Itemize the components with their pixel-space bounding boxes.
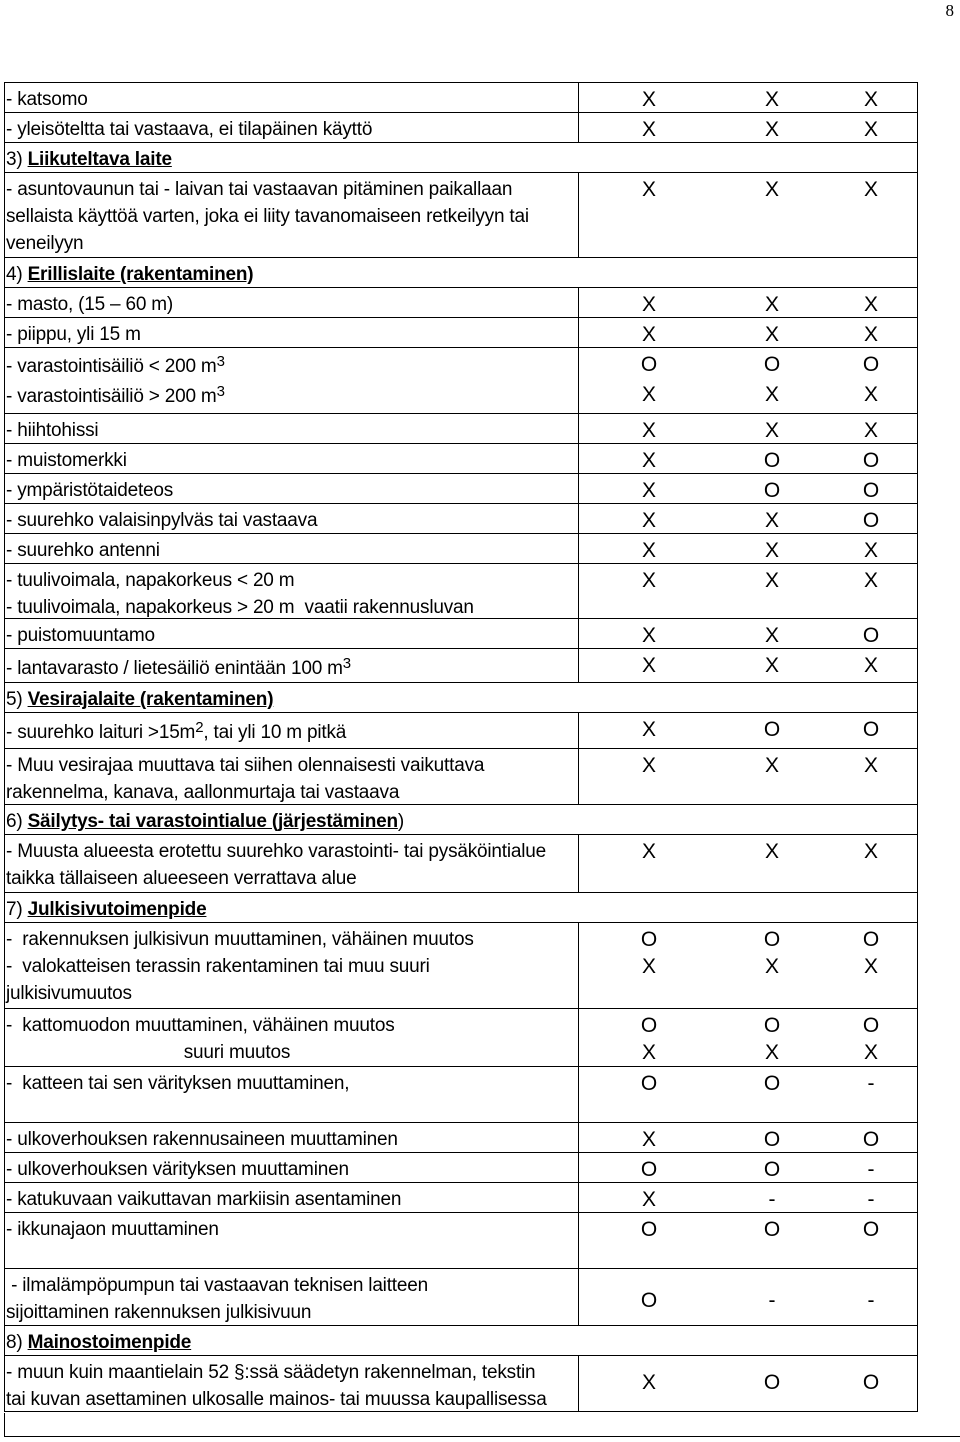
table-row bbox=[4, 1152, 918, 1182]
mark-col-1: X bbox=[641, 479, 656, 502]
table-row bbox=[4, 443, 918, 473]
section-heading bbox=[6, 146, 572, 173]
mark-col-1: X bbox=[641, 509, 656, 532]
table-bottom-edge bbox=[4, 1436, 960, 1437]
section-number: 5) bbox=[6, 689, 28, 710]
mark-col-3: X bbox=[863, 840, 878, 863]
description-line: rakennelma, kanava, aallonmurtaja tai vastaava bbox=[6, 782, 400, 803]
row-description bbox=[6, 1186, 572, 1213]
section-heading bbox=[6, 808, 572, 835]
table-row bbox=[4, 618, 918, 648]
table-row bbox=[4, 1182, 918, 1212]
table-row bbox=[4, 287, 918, 317]
mark-col-2: X bbox=[764, 509, 779, 532]
mark-col-3: - bbox=[867, 1289, 875, 1312]
row-description bbox=[6, 1272, 572, 1326]
section-heading-row bbox=[4, 1325, 918, 1355]
description-line: - ulkoverhouksen värityksen muuttaminen bbox=[6, 1159, 349, 1180]
mark-col-2: X bbox=[764, 754, 779, 777]
mark-col-1: X bbox=[641, 569, 656, 592]
description-line: - muistomerkki bbox=[6, 450, 127, 471]
row-description bbox=[6, 1216, 572, 1243]
row-description bbox=[6, 719, 572, 746]
table-row bbox=[4, 317, 918, 347]
section-heading bbox=[6, 1329, 572, 1356]
mark-col-1: X bbox=[641, 718, 656, 741]
mark-col-3: O bbox=[862, 718, 880, 741]
mark-col-1: O bbox=[640, 1218, 658, 1241]
table-row bbox=[4, 82, 918, 112]
row-description bbox=[6, 567, 572, 621]
mark-col-1: O bbox=[640, 353, 658, 376]
section-number: 6) bbox=[6, 811, 28, 832]
mark-col-1: X bbox=[641, 293, 656, 316]
section-heading-row bbox=[4, 142, 918, 172]
mark-col-1: X bbox=[641, 419, 656, 442]
mark-col-3: O bbox=[862, 1218, 880, 1241]
row-description bbox=[6, 507, 572, 534]
mark-col-1: X bbox=[641, 1128, 656, 1151]
section-heading bbox=[6, 261, 572, 288]
mark-col-2: X bbox=[764, 419, 779, 442]
mark-col-2: X bbox=[764, 624, 779, 647]
mark-col-3: X bbox=[863, 383, 878, 406]
section-title: Liikuteltava laite bbox=[27, 149, 172, 170]
mark-col-1: X bbox=[641, 754, 656, 777]
row-description bbox=[6, 176, 572, 257]
table-left-edge bbox=[4, 1413, 5, 1436]
section-title: Mainostoimenpide bbox=[27, 1332, 192, 1353]
mark-col-3: O bbox=[862, 624, 880, 647]
mark-col-3: X bbox=[863, 293, 878, 316]
row-description bbox=[6, 447, 572, 474]
table-row bbox=[4, 1122, 918, 1152]
section-heading-row bbox=[4, 892, 918, 922]
table-row bbox=[4, 648, 918, 682]
mark-col-1: X bbox=[641, 654, 656, 677]
mark-col-2: O bbox=[763, 353, 781, 376]
permit-table bbox=[4, 82, 918, 1412]
table-row bbox=[4, 503, 918, 533]
table-row bbox=[4, 533, 918, 563]
mark-col-2: X bbox=[764, 955, 779, 978]
section-number: 7) bbox=[6, 899, 28, 920]
row-description bbox=[6, 622, 572, 649]
mark-col-1: O bbox=[640, 1072, 658, 1095]
mark-col-1: X bbox=[641, 449, 656, 472]
row-description bbox=[6, 655, 572, 682]
table-row bbox=[4, 1066, 918, 1122]
mark-col-2: - bbox=[768, 1188, 776, 1211]
section-title: Vesirajalaite (rakentaminen) bbox=[27, 689, 274, 710]
mark-col-2: O bbox=[763, 1014, 781, 1037]
mark-col-3: O bbox=[862, 928, 880, 951]
mark-col-2: X bbox=[764, 323, 779, 346]
mark-col-1: X bbox=[641, 840, 656, 863]
mark-col-2: X bbox=[764, 88, 779, 111]
mark-col-1: X bbox=[641, 118, 656, 141]
mark-col-3: X bbox=[863, 419, 878, 442]
mark-col-2: X bbox=[764, 293, 779, 316]
row-description bbox=[6, 838, 572, 892]
superscript: 2 bbox=[195, 719, 204, 736]
mark-col-1: X bbox=[641, 1371, 656, 1394]
description-line: - masto, (15 – 60 m) bbox=[6, 294, 174, 315]
mark-col-2: X bbox=[764, 840, 779, 863]
mark-col-2: X bbox=[764, 654, 779, 677]
mark-col-1: X bbox=[641, 1188, 656, 1211]
description-line: tai kuvan asettaminen ulkosalle mainos- tai muussa kaupallisessa bbox=[6, 1389, 547, 1410]
description-line: suuri muutos bbox=[6, 1042, 291, 1063]
row-description bbox=[6, 926, 572, 1007]
section-number: 3) bbox=[6, 149, 28, 170]
mark-col-3: - bbox=[867, 1158, 875, 1181]
table-row bbox=[4, 834, 918, 892]
table-row bbox=[4, 1355, 918, 1412]
description-line: - suurehko antenni bbox=[6, 540, 160, 561]
section-heading bbox=[6, 896, 572, 923]
table-row bbox=[4, 748, 918, 804]
row-description bbox=[6, 116, 572, 143]
description-line: - kattomuodon muuttaminen, vähäinen muutos bbox=[6, 1015, 395, 1036]
row-description bbox=[6, 477, 572, 504]
description-line: sijoittaminen rakennuksen julkisivuun bbox=[6, 1302, 312, 1323]
mark-col-1: X bbox=[641, 1041, 656, 1064]
section-heading-row bbox=[4, 804, 918, 834]
mark-col-2: X bbox=[764, 178, 779, 201]
description-line: - asuntovaunun tai - laivan tai vastaavan pitäminen paikallaan bbox=[6, 179, 513, 200]
row-description bbox=[6, 352, 572, 412]
section-heading-row bbox=[4, 682, 918, 712]
table-row bbox=[4, 112, 918, 142]
section-heading-row bbox=[4, 257, 918, 287]
mark-col-1: X bbox=[641, 624, 656, 647]
table-row bbox=[4, 172, 918, 257]
table-row bbox=[4, 1008, 918, 1066]
description-line: - ikkunajaon muuttaminen bbox=[6, 1219, 219, 1240]
mark-col-3: X bbox=[863, 323, 878, 346]
mark-col-3: X bbox=[863, 539, 878, 562]
description-line: - yleisöteltta tai vastaava, ei tilapäinen käyttö bbox=[6, 119, 373, 140]
mark-col-2: X bbox=[764, 383, 779, 406]
description-line: - suurehko valaisinpylväs tai vastaava bbox=[6, 510, 318, 531]
description-line: - ympäristötaideteos bbox=[6, 480, 174, 501]
mark-col-2: X bbox=[764, 569, 779, 592]
row-description bbox=[6, 417, 572, 444]
description-line: - katukuvaan vaikuttavan markiisin asentaminen bbox=[6, 1189, 402, 1210]
description-line: - puistomuuntamo bbox=[6, 625, 155, 646]
mark-col-2: O bbox=[763, 928, 781, 951]
description-line: - ilmalämpöpumpun tai vastaavan teknisen laitteen bbox=[6, 1275, 428, 1296]
description-line: sellaista käyttöä varten, joka ei liity tavanomaiseen retkeilyyn tai bbox=[6, 206, 529, 227]
mark-col-1: X bbox=[641, 178, 656, 201]
mark-col-2: O bbox=[763, 1371, 781, 1394]
description-line: - varastointisäiliö < 200 m bbox=[6, 356, 217, 377]
mark-col-1: X bbox=[641, 88, 656, 111]
row-description bbox=[6, 1012, 572, 1066]
mark-col-3: O bbox=[862, 1371, 880, 1394]
mark-col-3: X bbox=[863, 955, 878, 978]
table-row bbox=[4, 922, 918, 1008]
row-description bbox=[6, 1156, 572, 1183]
superscript: 3 bbox=[216, 353, 225, 370]
section-title: Säilytys- tai varastointialue (järjestäminen bbox=[27, 811, 398, 832]
mark-col-3: X bbox=[863, 178, 878, 201]
table-row bbox=[4, 1212, 918, 1268]
mark-col-2: - bbox=[768, 1289, 776, 1312]
superscript: 3 bbox=[342, 655, 351, 672]
mark-col-2: O bbox=[763, 1218, 781, 1241]
mark-col-1: O bbox=[640, 1014, 658, 1037]
section-title: Julkisivutoimenpide bbox=[27, 899, 207, 920]
mark-col-1: X bbox=[641, 955, 656, 978]
mark-col-2: X bbox=[764, 1041, 779, 1064]
description-line: - muun kuin maantielain 52 §:ssä säädetyn rakennelman, tekstin bbox=[6, 1362, 536, 1383]
mark-col-3: X bbox=[863, 654, 878, 677]
section-title-suffix: ) bbox=[397, 811, 405, 832]
description-line: - varastointisäiliö > 200 m bbox=[6, 386, 217, 407]
mark-col-2: O bbox=[763, 718, 781, 741]
table-row bbox=[4, 347, 918, 413]
table-row bbox=[4, 712, 918, 748]
description-line: taikka tällaiseen alueeseen verrattava alue bbox=[6, 868, 357, 889]
description-line: veneilyyn bbox=[6, 233, 84, 254]
mark-col-3: - bbox=[867, 1072, 875, 1095]
description-line: - suurehko laituri >15m bbox=[6, 722, 196, 743]
mark-col-3: O bbox=[862, 1014, 880, 1037]
mark-col-2: O bbox=[763, 449, 781, 472]
mark-col-3: X bbox=[863, 1041, 878, 1064]
mark-col-3: X bbox=[863, 754, 878, 777]
mark-col-3: O bbox=[862, 353, 880, 376]
mark-col-2: O bbox=[763, 1072, 781, 1095]
description-line: - ulkoverhouksen rakennusaineen muuttaminen bbox=[6, 1129, 398, 1150]
description-line: - tuulivoimala, napakorkeus < 20 m bbox=[6, 570, 295, 591]
description-line: - valokatteisen terassin rakentaminen tai muu suuri bbox=[6, 956, 430, 977]
row-description bbox=[6, 1126, 572, 1153]
row-description bbox=[6, 537, 572, 564]
row-description bbox=[6, 321, 572, 348]
mark-col-3: X bbox=[863, 569, 878, 592]
table-row bbox=[4, 563, 918, 618]
row-description bbox=[6, 1359, 572, 1413]
description-line: julkisivumuutos bbox=[6, 983, 132, 1004]
description-line: - hiihtohissi bbox=[6, 420, 99, 441]
section-number: 8) bbox=[6, 1332, 28, 1353]
row-description bbox=[6, 752, 572, 806]
section-heading bbox=[6, 686, 572, 713]
description-line: - katsomo bbox=[6, 89, 88, 110]
description-line: - katteen tai sen värityksen muuttaminen, bbox=[6, 1073, 350, 1094]
section-title: Erillislaite (rakentaminen) bbox=[27, 264, 254, 285]
row-description bbox=[6, 291, 572, 318]
mark-col-2: O bbox=[763, 1128, 781, 1151]
mark-col-1: X bbox=[641, 323, 656, 346]
description-line: , tai yli 10 m pitkä bbox=[203, 722, 347, 743]
description-line: - Muu vesirajaa muuttava tai siihen olennaisesti vaikuttava bbox=[6, 755, 485, 776]
description-line: - rakennuksen julkisivun muuttaminen, vähäinen muutos bbox=[6, 929, 474, 950]
section-number: 4) bbox=[6, 264, 28, 285]
description-line: - lantavarasto / lietesäiliö enintään 100 m bbox=[6, 658, 343, 679]
mark-col-3: O bbox=[862, 509, 880, 532]
mark-col-2: X bbox=[764, 539, 779, 562]
description-line: - tuulivoimala, napakorkeus > 20 m vaatii rakennusluvan bbox=[6, 597, 474, 618]
mark-col-1: X bbox=[641, 383, 656, 406]
row-description bbox=[6, 86, 572, 113]
superscript: 3 bbox=[216, 383, 225, 400]
table-row bbox=[4, 413, 918, 443]
table-row bbox=[4, 473, 918, 503]
table-row bbox=[4, 1268, 918, 1325]
mark-col-1: O bbox=[640, 1158, 658, 1181]
description-line: - piippu, yli 15 m bbox=[6, 324, 141, 345]
mark-col-3: O bbox=[862, 1128, 880, 1151]
page-number: 8 bbox=[945, 1, 954, 20]
row-description bbox=[6, 1070, 572, 1097]
mark-col-2: X bbox=[764, 118, 779, 141]
mark-col-3: X bbox=[863, 88, 878, 111]
mark-col-1: X bbox=[641, 539, 656, 562]
mark-col-2: O bbox=[763, 479, 781, 502]
mark-col-1: O bbox=[640, 928, 658, 951]
mark-col-3: O bbox=[862, 479, 880, 502]
mark-col-2: O bbox=[763, 1158, 781, 1181]
mark-col-1: O bbox=[640, 1289, 658, 1312]
mark-col-3: X bbox=[863, 118, 878, 141]
mark-col-3: O bbox=[862, 449, 880, 472]
description-line: - Muusta alueesta erotettu suurehko varastointi- tai pysäköintialue bbox=[6, 841, 547, 862]
mark-col-3: - bbox=[867, 1188, 875, 1211]
